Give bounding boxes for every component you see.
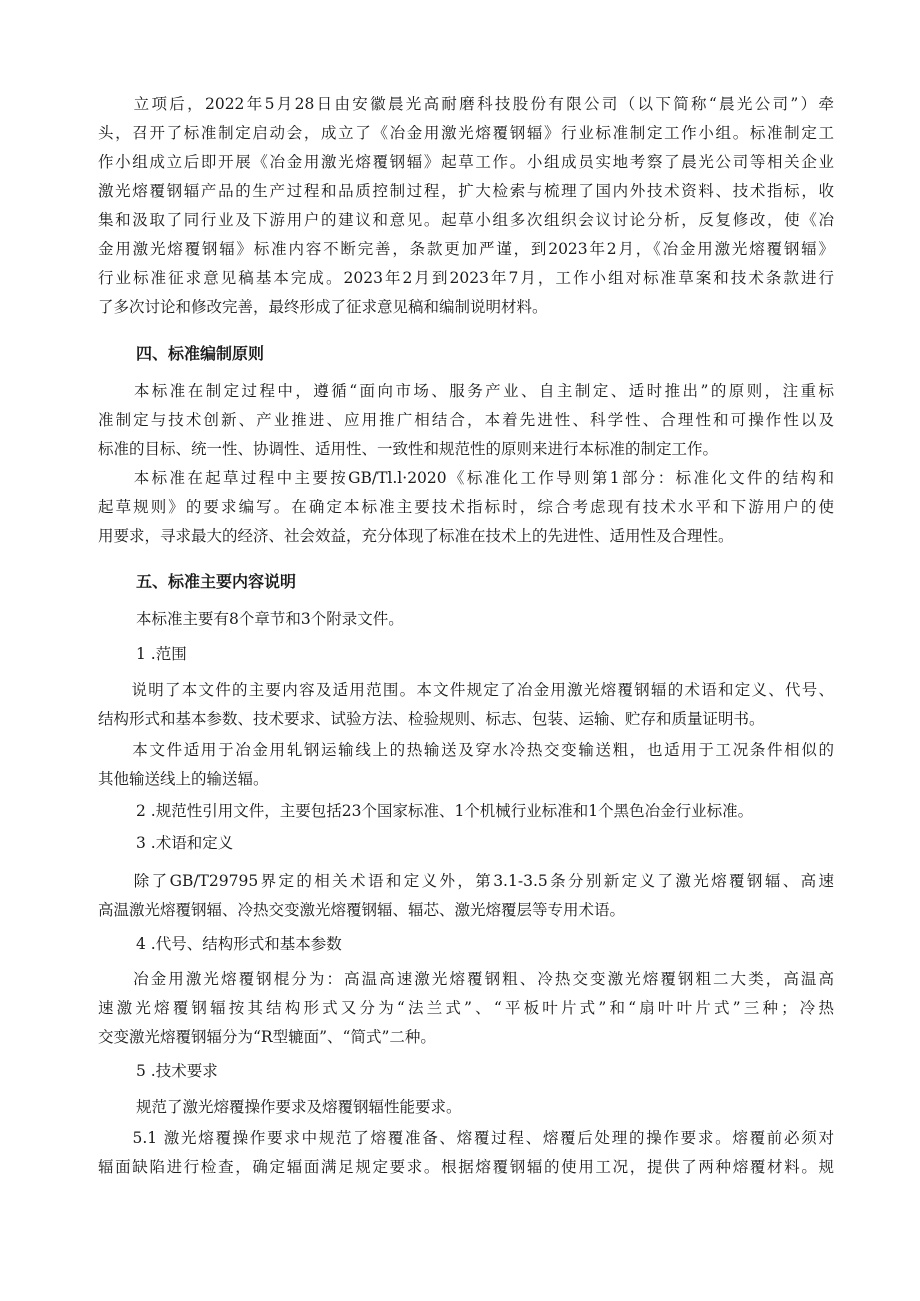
paragraph-project-history bbox=[98, 90, 834, 322]
chapter-summary: 本标准主要有8个章节和3个附录文件。 bbox=[136, 610, 404, 628]
paragraph-scope-description bbox=[98, 676, 834, 734]
item-1-scope: 1 .范围 bbox=[136, 645, 187, 663]
text-line: 激光熔覆钢辐产品的生产过程和品质控制过程，扩大检索与梳理了国内外技术资料、技术指标，收 bbox=[98, 182, 834, 200]
item-3-terms: 3 .术语和定义 bbox=[136, 834, 234, 852]
text-line: 其他输送线上的输送辐。 bbox=[98, 770, 269, 788]
text-line: 交变激光熔覆钢辐分为“R型辘面”、“简式”二种。 bbox=[98, 1028, 436, 1046]
text-line: 结构形式和基本参数、技术要求、试验方法、检验规则、标志、包装、运输、贮存和质量证明书。 bbox=[98, 710, 765, 728]
section-heading-principles: 四、标准编制原则 bbox=[136, 344, 265, 363]
text-line: 本文件适用于冶金用轧钢运输线上的热输送及穿水冷热交变输送粗，也适用于工况条件相似的 bbox=[98, 741, 834, 759]
text-line: 标准的目标、统一性、协调性、适用性、一致性和规范性的原则来进行本标准的制定工作。 bbox=[98, 440, 719, 458]
text-line: 5.1 激光熔覆操作要求中规范了熔覆准备、熔覆过程、熔覆后处理的操作要求。熔覆前必须对 bbox=[98, 1129, 834, 1147]
text-line: 高温激光熔覆钢辐、冷热交变激光熔覆钢辐、辐芯、激光熔覆层等专用术语。 bbox=[98, 901, 626, 919]
item-2-references: 2 .规范性引用文件，主要包括23个国家标准、1个机械行业标准和1个黑色冶金行业标准。 bbox=[136, 802, 754, 820]
text-line: 说明了本文件的主要内容及适用范围。本文件规定了冶金用激光熔覆钢辐的术语和定义、代号、 bbox=[98, 681, 834, 699]
text-line: 作小组成立后即开展《冶金用激光熔覆钢辐》起草工作。小组成员实地考察了晨光公司等相关企业 bbox=[98, 153, 834, 171]
paragraph-classification bbox=[98, 965, 834, 1052]
text-line: 本标准在制定过程中，遵循“面向市场、服务产业、自主制定、适时推出”的原则，注重标 bbox=[98, 382, 834, 400]
text-line: 金用激光熔覆钢辐》标准内容不断完善，条款更加严谨，到2023年2月，《冶金用激光熔覆钢辐》 bbox=[98, 240, 834, 258]
text-line: 头，召开了标准制定启动会，成立了《冶金用激光熔覆钢辐》行业标准制定工作小组。标准制定工 bbox=[98, 124, 834, 142]
paragraph-cladding-operation bbox=[98, 1124, 834, 1182]
paragraph-scope-application bbox=[98, 736, 834, 794]
section-heading-main-content: 五、标准主要内容说明 bbox=[136, 572, 297, 591]
text-line: 用要求，寻求最大的经济、社会效益，充分体现了标准在技术上的先进性、适用性及合理性。 bbox=[98, 527, 734, 545]
text-line: 除了GB/T29795界定的相关术语和定义外，第3.1-3.5条分别新定义了激光熔覆钢辐、高速 bbox=[98, 872, 834, 890]
paragraph-principles bbox=[98, 377, 834, 464]
text-line: 冶金用激光熔覆钢棍分为：高温高速激光熔覆钢粗、冷热交变激光熔覆钢粗二大类，高温高 bbox=[98, 970, 834, 988]
text-line: 准制定与技术创新、产业推进、应用推广相结合，本着先进性、科学性、合理性和可操作性以及 bbox=[98, 411, 834, 429]
text-line: 速激光熔覆钢辐按其结构形式又分为“法兰式”、“平板叶片式”和“扇叶叶片式”三种；冷热 bbox=[98, 999, 834, 1017]
technical-requirements-summary: 规范了激光熔覆操作要求及熔覆钢辐性能要求。 bbox=[136, 1098, 462, 1116]
text-line: 辐面缺陷进行检查，确定辐面满足规定要求。根据熔覆钢辐的使用工况，提供了两种熔覆材料。规 bbox=[98, 1158, 834, 1176]
item-5-technical-requirements: 5 .技术要求 bbox=[136, 1062, 218, 1080]
text-line: 集和汲取了同行业及下游用户的建议和意见。起草小组多次组织会议讨论分析，反复修改，使《冶 bbox=[98, 211, 834, 229]
text-line: 立项后，2022年5月28日由安徽晨光高耐磨科技股份有限公司（以下简称“晨光公司”）牵 bbox=[98, 95, 834, 113]
paragraph-drafting-basis bbox=[98, 464, 834, 551]
item-4-codes-structure: 4 .代号、结构形式和基本参数 bbox=[136, 935, 342, 953]
text-line: 起草规则》的要求编写。在确定本标准主要技术指标时，综合考虑现有技术水平和下游用户的使 bbox=[98, 498, 834, 516]
paragraph-terms bbox=[98, 867, 834, 925]
text-line: 本标准在起草过程中主要按GB/Tl.l·2020《标准化工作导则第1部分：标准化文件的结构和 bbox=[98, 469, 834, 487]
text-line: 了多次讨论和修改完善，最终形成了征求意见稿和编制说明材料。 bbox=[98, 298, 548, 316]
text-line: 行业标准征求意见稿基本完成。2023年2月到2023年7月，工作小组对标准草案和技术条款进行 bbox=[98, 269, 834, 287]
